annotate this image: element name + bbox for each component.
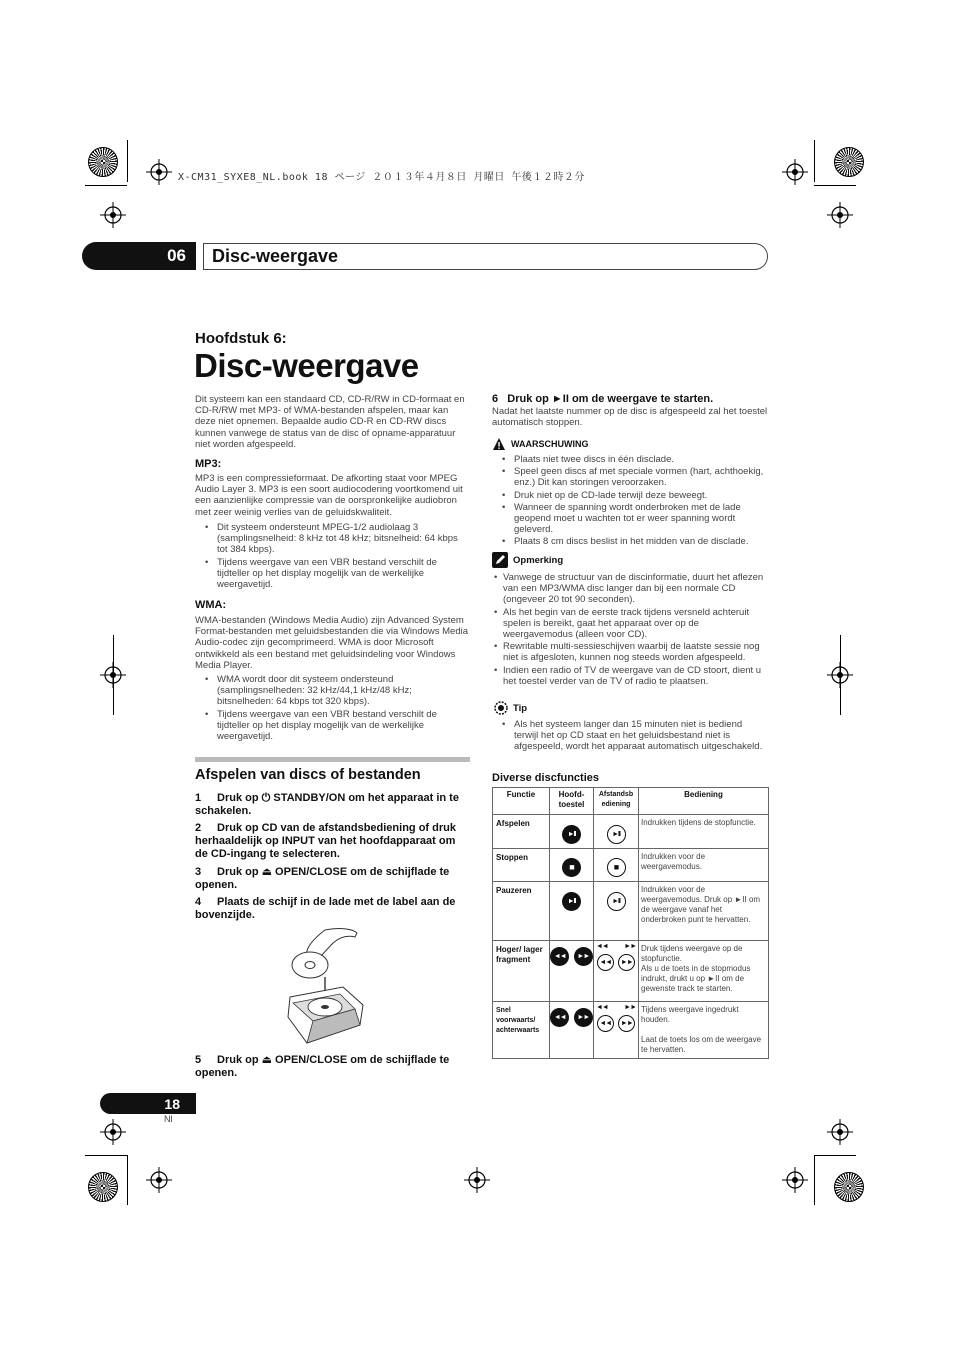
crop-line xyxy=(814,185,856,186)
chapter-eyebrow: Hoofdstuk 6: xyxy=(195,330,287,347)
crop-line xyxy=(85,1155,127,1156)
function-name: Afspelen xyxy=(493,815,550,849)
wma-heading: WMA: xyxy=(195,599,227,611)
next-label-icon: ►► xyxy=(624,943,636,950)
remote-button xyxy=(594,815,639,849)
column-header: Hoofd- toestel xyxy=(550,788,594,815)
tip-gear-icon xyxy=(494,701,508,715)
warning-label-text: WAARSCHUWING xyxy=(511,439,589,449)
list-item: • Rewritable multi-sessieschijven waarbij de laatste sessie nog niet is afgesloten, kunnen nog steeds worden afgespeeld. xyxy=(492,641,768,663)
list-item: • Speel geen discs af met speciale vormen (hart, achthoekig, enz.) Dit kan storingen veroorzaken. xyxy=(492,466,768,488)
step-number: 3 xyxy=(195,866,202,878)
list-item: • Plaats 8 cm discs beslist in het midden van de disclade. xyxy=(492,536,768,547)
crop-line xyxy=(127,1155,128,1205)
stop-icon: ■ xyxy=(562,858,581,877)
playback-section-heading: Afspelen van discs of bestanden xyxy=(195,767,421,783)
step-6-text: Nadat het laatste nummer op de disc is afgespeeld zal het toestel automatisch stoppen. xyxy=(492,406,768,429)
operation-text: Tijdens weergave ingedrukt houden. Laat de toets los om de weergave te hervatten. xyxy=(639,1002,769,1059)
note-pencil-icon xyxy=(492,552,508,568)
crop-line xyxy=(127,140,128,182)
warning-bullet-list xyxy=(492,454,768,549)
step-number: 2 xyxy=(195,822,202,834)
registration-mark-icon xyxy=(827,1119,853,1145)
color-calibration-rosette xyxy=(834,147,864,177)
registration-mark-icon xyxy=(146,1167,172,1193)
function-name: Snel voorwaarts/ achterwaarts xyxy=(493,1002,550,1059)
step-5 xyxy=(195,1054,470,1080)
registration-mark-icon xyxy=(464,1167,490,1193)
table-row xyxy=(493,1002,769,1059)
page-number: 18 xyxy=(164,1095,180,1112)
list-item: • Plaats niet twee discs in één disclade. xyxy=(492,454,768,465)
previous-track-icon: ◄◄ xyxy=(550,947,569,966)
list-item: • Vanwege de structuur van de discinformatie, duurt het aflezen van een MP3/WMA disc langer dan bij een normale CD (ongeveer 20 tot 90 seconden). xyxy=(492,572,768,606)
rewind-icon: ◄◄ xyxy=(550,1008,569,1027)
table-row xyxy=(493,882,769,941)
chapter-header-bar xyxy=(203,243,768,270)
step-number: 5 xyxy=(195,1054,202,1066)
operation-text: Indrukken voor de weergavemodus. xyxy=(639,849,769,882)
rewind-label-icon: ◄◄ xyxy=(596,1004,608,1011)
rewind-icon: ◄◄ xyxy=(597,1015,614,1032)
registration-mark-icon xyxy=(827,202,853,228)
stop-icon: ■ xyxy=(607,858,626,877)
functions-heading: Diverse discfuncties xyxy=(492,772,599,784)
step-4 xyxy=(195,896,470,922)
column-header: Functie xyxy=(493,788,550,815)
step-3 xyxy=(195,866,470,892)
remote-button xyxy=(594,849,639,882)
color-calibration-rosette xyxy=(88,147,118,177)
remote-button xyxy=(594,882,639,941)
main-unit-button xyxy=(550,849,594,882)
step-6-title: 6 Druk op ►II om de weergave te starten. xyxy=(492,393,714,405)
crop-line xyxy=(85,185,127,186)
previous-track-icon: ◄◄ xyxy=(597,954,614,971)
step-number: 1 xyxy=(195,792,202,804)
fast-forward-icon: ►► xyxy=(618,1015,635,1032)
column-header: Afstandsb ediening xyxy=(594,788,639,815)
tip-label-text: Tip xyxy=(513,702,528,714)
main-unit-button xyxy=(550,1002,594,1059)
disc-functions-table xyxy=(492,787,769,1059)
play-pause-icon: ►II xyxy=(562,825,581,844)
list-item: • Wanneer de spanning wordt onderbroken met de lade geopend moet u wachten tot er weer spanning wordt geleverd. xyxy=(492,502,768,536)
registration-mark-icon xyxy=(782,159,808,185)
registration-mark-icon xyxy=(100,662,126,688)
step-number: 4 xyxy=(195,896,202,908)
page-title: Disc-weergave xyxy=(194,347,419,384)
play-pause-icon: ►II xyxy=(607,892,626,911)
next-track-icon: ►► xyxy=(618,954,635,971)
registration-mark-icon xyxy=(782,1167,808,1193)
step-text: Druk op CD van de afstandsbediening of druk herhaaldelijk op INPUT van het hoofdapparaat om de CD-ingang te selecteren. xyxy=(195,822,456,860)
operation-text: Indrukken voor de weergavemodus. Druk op ►II om de weergave vanaf het onderbroken punt te hervatten. xyxy=(639,882,769,941)
registration-mark-icon xyxy=(100,1119,126,1145)
warning-label xyxy=(492,437,589,451)
step-text: Druk op ⏏ OPEN/CLOSE om de schijflade te openen. xyxy=(195,1054,450,1079)
crop-line xyxy=(814,1155,856,1156)
language-code: Nl xyxy=(164,1114,173,1124)
function-name: Pauzeren xyxy=(493,882,550,941)
intro-paragraph: Dit systeem kan een standaard CD, CD-R/RW in CD-formaat en CD-R/RW met MP3- of WMA-bestanden afspelen, maar kan deze niet opnemen. Bepaalde audio CD-R en CD-RW discs kunnen vanwege de status van de disc of opname-apparatuur niet worden afgespeeld. xyxy=(195,394,465,450)
table-row xyxy=(493,849,769,882)
remote-button xyxy=(594,1002,639,1059)
step-text: Druk op ⏻ STANDBY/ON om het apparaat in te schakelen. xyxy=(195,792,459,817)
previous-label-icon: ◄◄ xyxy=(596,943,608,950)
note-label-text: Opmerking xyxy=(513,554,564,566)
play-pause-icon: ►II xyxy=(607,825,626,844)
section-divider xyxy=(195,757,470,762)
book-file-line: X-CM31_SYXE8_NL.book 18 ページ ２０１３年４月８日 月曜日 午後１２時２分 xyxy=(178,172,585,183)
registration-mark-icon xyxy=(146,159,172,185)
disc-loading-illustration xyxy=(285,925,370,1045)
warning-triangle-icon xyxy=(492,437,506,451)
main-unit-button xyxy=(550,941,594,1002)
main-unit-button xyxy=(550,815,594,849)
step-2 xyxy=(195,822,470,861)
main-unit-button xyxy=(550,882,594,941)
table-row xyxy=(493,941,769,1002)
remote-button xyxy=(594,941,639,1002)
registration-mark-icon xyxy=(100,202,126,228)
operation-text: Indrukken tijdens de stopfunctie. xyxy=(639,815,769,849)
step-text: Plaats de schijf in de lade met de label aan de bovenzijde. xyxy=(195,896,456,921)
column-header: Bediening xyxy=(639,788,769,815)
wma-paragraph: WMA-bestanden (Windows Media Audio) zijn Advanced System Format-bestanden met geluidsbestanden die via Windows Media Audio-codec zijn gecomprimeerd. WMA is door Microsoft ontwikkeld als een bestand met geluidsindeling voor Windows Media Player. xyxy=(195,615,469,671)
fast-forward-icon: ►► xyxy=(574,1008,593,1027)
list-item: • Druk niet op de CD-lade terwijl deze beweegt. xyxy=(492,490,768,501)
list-item: • Tijdens weergave van een VBR bestand verschilt de tijdteller op het display mogelijk van de werkelijke weergavetijd. xyxy=(195,709,470,743)
list-item: • WMA wordt door dit systeem ondersteund (samplingsnelheden: 32 kHz/44,1 kHz/48 kHz; bitsnelheden: 64 kbps tot 320 kbps). xyxy=(195,674,470,708)
mp3-bullet-list xyxy=(195,522,470,591)
note-label xyxy=(492,552,563,568)
note-bullet-list xyxy=(492,572,768,688)
tip-bullet-list xyxy=(492,719,768,754)
mp3-paragraph: MP3 is een compressieformaat. De afkorting staat voor MPEG Audio Layer 3. MP3 is een soort audiocodering voortkomend uit een aanzienlijke compressie van de oorspronkelijke audiobron met zeer weinig verlies van de geluidskwaliteit. xyxy=(195,473,463,518)
mp3-heading: MP3: xyxy=(195,458,222,470)
step-1 xyxy=(195,792,470,818)
list-item: • Tijdens weergave van een VBR bestand verschilt de tijdteller op het display mogelijk van de werkelijke weergavetijd. xyxy=(195,557,470,591)
page-number-tab xyxy=(100,1093,196,1114)
step-text: Druk op ⏏ OPEN/CLOSE om de schijflade te openen. xyxy=(195,866,450,891)
crop-line xyxy=(814,140,815,182)
chapter-number: 06 xyxy=(167,246,186,265)
play-pause-icon: ►II xyxy=(562,892,581,911)
next-track-icon: ►► xyxy=(574,947,593,966)
list-item: • Dit systeem ondersteunt MPEG-1/2 audiolaag 3 (samplingsnelheid: 8 kHz tot 48 kHz; bitsnelheid: 64 kbps tot 384 kbps). xyxy=(195,522,470,556)
table-row xyxy=(493,815,769,849)
color-calibration-rosette xyxy=(834,1172,864,1202)
operation-text: Druk tijdens weergave op de stopfunctie. Als u de toets in de stopmodus indrukt, drukt u op ►II om de gewenste track te starten. xyxy=(639,941,769,1002)
chapter-header-title: Disc-weergave xyxy=(212,246,339,266)
list-item: • Indien een radio of TV de weergave van de CD stoort, dient u het toestel verder van de TV of radio te plaatsen. xyxy=(492,665,768,687)
wma-bullet-list xyxy=(195,674,470,743)
registration-mark-icon xyxy=(827,662,853,688)
list-item: • Als het systeem langer dan 15 minuten niet is bediend terwijl het op CD staat en het geluidsbestand niet is afgespeeld, wordt het apparaat automatisch uitgeschakeld. xyxy=(492,719,768,753)
tip-label xyxy=(494,701,527,715)
list-item: • Als het begin van de eerste track tijdens versneld achteruit spelen is bereikt, gaat het apparaat over op de weergavemodus (alleen voor CD). xyxy=(492,607,768,641)
crop-line xyxy=(814,1155,815,1205)
chapter-number-tab xyxy=(82,242,196,270)
fast-forward-label-icon: ►► xyxy=(624,1004,636,1011)
function-name: Stoppen xyxy=(493,849,550,882)
color-calibration-rosette xyxy=(88,1172,118,1202)
table-header-row xyxy=(493,788,769,815)
function-name: Hoger/ lager fragment xyxy=(493,941,550,1002)
